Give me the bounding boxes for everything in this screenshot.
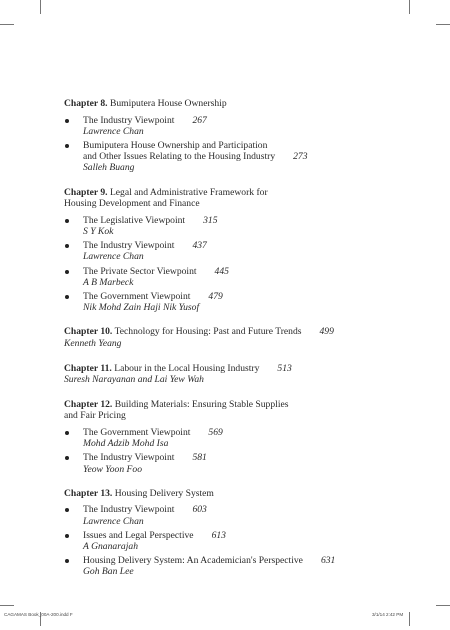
chapter-title: Building Materials: Ensuring Stable Supplies: [114, 398, 289, 410]
chapter-heading: [64, 98, 404, 110]
list-item: [64, 140, 404, 174]
bullet-icon: [65, 270, 69, 274]
entry-author: S Y Kok: [83, 226, 114, 237]
chapter-label: Chapter 12.: [64, 398, 113, 410]
chapter-label: Chapter 11.: [64, 362, 112, 374]
bullet-icon: [65, 144, 69, 148]
chapter-title: Labour in the Local Housing Industry: [114, 362, 260, 374]
bullet-icon: [65, 431, 69, 435]
entry-author: Lawrence Chan: [83, 251, 144, 263]
crop-mark: [0, 605, 14, 606]
bullet-icon: [65, 534, 69, 538]
crop-mark: [0, 24, 14, 25]
chapter-heading: [64, 326, 404, 338]
chapter-title-continued: and Fair Pricing: [64, 410, 126, 422]
entry-author: Lawrence Chan: [83, 125, 144, 137]
chapter-label: Chapter 8.: [64, 98, 108, 109]
list-item: [64, 427, 404, 449]
entry-author: A B Marbeck: [83, 276, 134, 288]
page-number: 267: [192, 114, 207, 126]
list-item: [64, 504, 404, 526]
list-item: [64, 266, 404, 288]
crop-mark: [40, 0, 41, 14]
page-number: 581: [192, 452, 207, 464]
entry-title: The Industry Viewpoint: [83, 504, 175, 516]
page-number: 631: [320, 555, 336, 567]
page-number: 437: [192, 240, 207, 252]
page-number: 603: [192, 504, 207, 516]
footer-timestamp: 3/1/14 2:42 PM: [372, 612, 404, 617]
entry-list: [64, 427, 404, 475]
chapter-11: [64, 363, 404, 386]
crop-mark: [436, 605, 450, 606]
entry-title: Bumiputera House Ownership and Participation: [83, 140, 268, 151]
entry-author: Yeow Yoon Foo: [83, 463, 143, 475]
entry-author: Salleh Buang: [83, 162, 135, 174]
chapter-12: [64, 399, 404, 475]
chapter-heading: [64, 399, 404, 422]
entry-title: Issues and Legal Perspective: [83, 529, 194, 541]
bullet-icon: [65, 244, 69, 248]
chapter-heading: [64, 363, 404, 375]
list-item: [64, 215, 404, 237]
entry-list: [64, 215, 404, 314]
chapter-8: [64, 98, 404, 174]
entry-title: The Industry Viewpoint: [83, 114, 175, 126]
list-item: [64, 240, 404, 262]
bullet-icon: [65, 559, 69, 563]
entry-title: The Government Viewpoint: [83, 426, 191, 438]
entry-author: A Gnanarajah: [83, 541, 138, 552]
list-item: [64, 291, 404, 313]
list-item: [64, 555, 404, 577]
entry-author: Mohd Adzib Mohd Isa: [83, 438, 169, 450]
chapter-title: Bumiputera House Ownership: [109, 98, 227, 109]
chapter-title: Housing Delivery System: [114, 487, 214, 499]
page-number: 499: [319, 326, 334, 338]
chapter-9: [64, 187, 404, 314]
entry-author: Goh Ban Lee: [83, 566, 134, 578]
entry-title: The Legislative Viewpoint: [83, 214, 186, 226]
chapter-10: [64, 326, 404, 349]
page-number: 479: [208, 291, 223, 303]
list-item: [64, 452, 404, 474]
chapter-label: Chapter 13.: [64, 487, 113, 499]
entry-title: The Industry Viewpoint: [83, 240, 175, 252]
chapter-title: Technology for Housing: Past and Future Trends: [114, 326, 302, 338]
chapter-heading: [64, 187, 404, 210]
page-number: 613: [211, 529, 226, 541]
page-number: 315: [203, 214, 218, 226]
bullet-icon: [65, 508, 69, 512]
chapter-title: Legal and Administrative Framework for: [109, 186, 268, 198]
chapter-heading: [64, 488, 404, 500]
entry-title-continued: and Other Issues Relating to the Housing Industry: [83, 151, 276, 163]
entry-author: Nik Mohd Zain Haji Nik Yusof: [83, 302, 200, 314]
crop-mark: [409, 0, 410, 14]
page-number: 445: [214, 265, 229, 277]
entry-title: The Industry Viewpoint: [83, 452, 175, 464]
entry-title: The Private Sector Viewpoint: [83, 265, 197, 277]
entry-author: Lawrence Chan: [83, 515, 144, 527]
table-of-contents: [64, 98, 404, 578]
chapter-label: Chapter 9.: [64, 186, 108, 198]
bullet-icon: [65, 219, 69, 223]
chapter-13: [64, 488, 404, 578]
list-item: [64, 115, 404, 137]
crop-mark: [409, 612, 410, 626]
chapter-label: Chapter 10.: [64, 326, 113, 338]
entry-title: The Government Viewpoint: [83, 291, 191, 303]
bullet-icon: [65, 119, 69, 123]
bullet-icon: [65, 295, 69, 299]
chapter-author: Kenneth Yeang: [64, 338, 122, 350]
page-number: 569: [208, 426, 223, 438]
list-item: [64, 530, 404, 552]
footer-file-slug: CAGAMAS Book_00A-200.indd F: [4, 612, 73, 617]
entry-list: [64, 115, 404, 174]
page-number: 273: [293, 151, 308, 163]
bullet-icon: [65, 456, 69, 460]
page-number: 513: [277, 362, 292, 374]
entry-list: [64, 504, 404, 577]
crop-mark: [436, 24, 450, 25]
chapter-title-continued: Housing Development and Finance: [64, 198, 200, 210]
entry-title: Housing Delivery System: An Academician's Perspective: [83, 555, 303, 567]
chapter-author: Suresh Narayanan and Lai Yew Wah: [64, 374, 204, 386]
